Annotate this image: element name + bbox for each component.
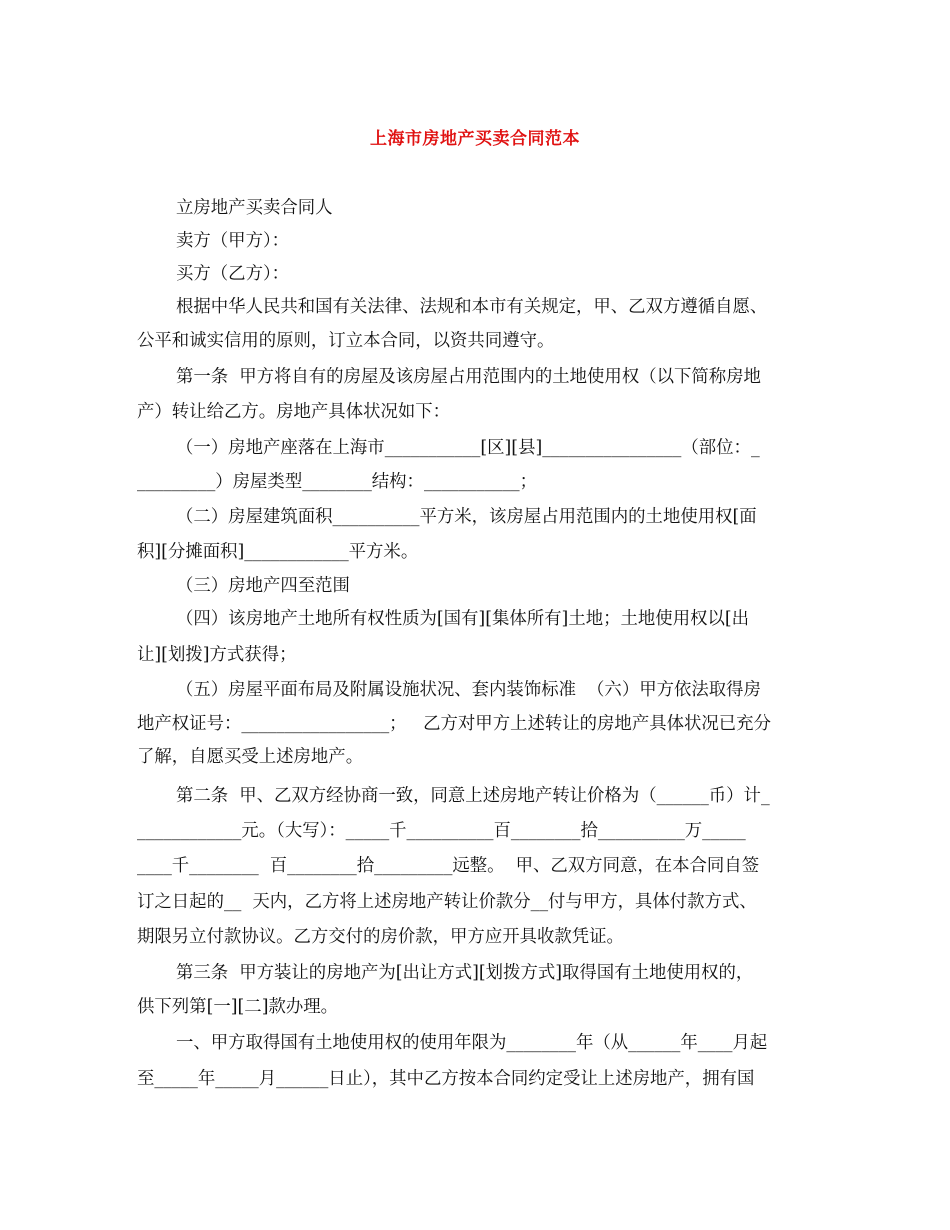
paragraph-line: 供下列第[一][二]款办理。 (137, 997, 339, 1017)
paragraph-line: （三）房地产四至范围 (176, 576, 350, 596)
paragraph-line: 订之日起的__ 天内，乙方将上述房地产转让价款分__付与甲方，具体付款方式、 (137, 892, 757, 912)
paragraph-line: 第三条 甲方装让的房地产为[出让方式][划拨方式]取得国有土地使用权的， (176, 963, 754, 983)
paragraph-line: （五）房屋平面布局及附属设施状况、套内装饰标准 （六）甲方依法取得房 (176, 680, 761, 700)
paragraph-line: 公平和诚实信用的原则，订立本合同，以资共同遵守。 (137, 331, 555, 351)
paragraph-line: 卖方（甲方）： (176, 231, 290, 251)
paragraph-line: 买方（乙方）： (176, 264, 290, 284)
paragraph-line: 地产权证号：_________________； 乙方对甲方上述转让的房地产具体状况已充分 (137, 714, 771, 734)
paragraph-line: 立房地产买卖合同人 (176, 198, 333, 218)
paragraph-line: 让][划拨]方式获得； (137, 645, 297, 665)
paragraph-line: （一）房地产座落在上海市___________[区][县]________________（部位：_ (176, 438, 760, 458)
paragraph-line: 根据中华人民共和国有关法律、法规和本市有关规定，甲、乙双方遵循自愿、 (176, 297, 768, 317)
paragraph-line: 了解，自愿买受上述房地产。 (137, 747, 364, 767)
paragraph-line: 第二条 甲、乙双方经协商一致，同意上述房地产转让价格为（______币）计_ (176, 786, 770, 806)
document-title: 上海市房地产买卖合同范本 (370, 129, 580, 149)
paragraph-line: （四）该房地产土地所有权性质为[国有][集体所有]土地；土地使用权以[出 (176, 609, 750, 629)
paragraph-line: 产）转让给乙方。房地产具体状况如下： (137, 402, 451, 422)
paragraph-line: ____千________ 百________拾_________远整。 甲、乙双方同意，在本合同自签 (137, 856, 760, 876)
paragraph-line: _________）房屋类型________结构：___________； (137, 472, 537, 492)
paragraph-line: 至_____年_____月______日止），其中乙方按本合同约定受让上述房地产，拥有国 (137, 1069, 755, 1089)
paragraph-line: 积][分摊面积]____________平方米。 (137, 542, 419, 562)
paragraph-line: 一、甲方取得国有土地使用权的使用年限为________年（从______年____月起 (176, 1033, 768, 1053)
paragraph-line: （二）房屋建筑面积__________平方米，该房屋占用范围内的土地使用权[面 (176, 507, 757, 527)
paragraph-line: 第一条 甲方将自有的房屋及该房屋占用范围内的土地使用权（以下简称房地 (176, 367, 761, 387)
paragraph-line: ____________元。（大写）：_____千__________百________拾__________万_____ (137, 821, 746, 841)
paragraph-line: 期限另立付款协议。乙方交付的房价款，甲方应开具收款凭证。 (137, 927, 624, 947)
